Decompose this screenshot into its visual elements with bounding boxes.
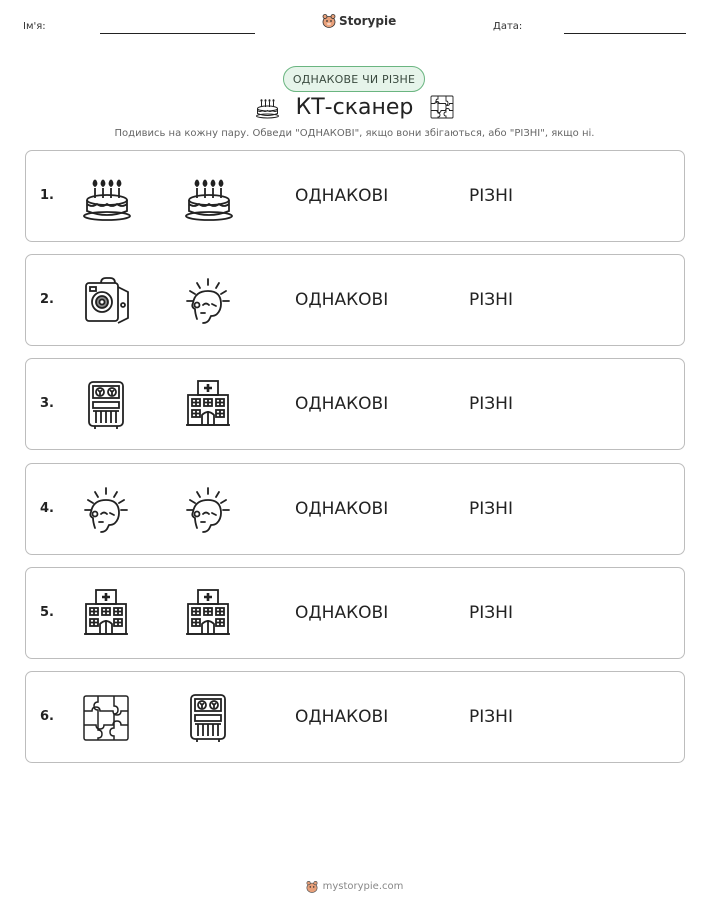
mascot-icon [306, 880, 318, 893]
hospital-icon [183, 379, 233, 431]
different-option[interactable]: РІЗНІ [469, 603, 513, 623]
same-option[interactable]: ОДНАКОВІ [295, 186, 389, 206]
pair-row [25, 671, 685, 763]
hospital-icon [183, 588, 233, 640]
cake-icon [81, 171, 131, 223]
pair-row [25, 463, 685, 555]
pair-row [25, 567, 685, 659]
row-number: 6. [40, 709, 54, 724]
date-line[interactable] [564, 33, 686, 34]
name-label: Ім'я: [23, 21, 46, 32]
same-option[interactable]: ОДНАКОВІ [295, 290, 389, 310]
storypie-logo [322, 13, 396, 28]
pair-row [25, 358, 685, 450]
cake-icon [254, 94, 280, 120]
headache-icon [183, 484, 233, 536]
name-line[interactable] [100, 33, 255, 34]
same-option[interactable]: ОДНАКОВІ [295, 603, 389, 623]
mascot-icon [322, 13, 336, 28]
different-option[interactable]: РІЗНІ [469, 499, 513, 519]
same-option[interactable]: ОДНАКОВІ [295, 394, 389, 414]
title-row [0, 90, 709, 124]
page-title: КТ-сканер [295, 94, 414, 120]
puzzle-icon [81, 692, 131, 744]
footer-link[interactable]: mystorypie.com [322, 881, 404, 892]
puzzle-icon [429, 94, 455, 120]
row-number: 2. [40, 292, 54, 307]
ct-scanner-icon [183, 692, 233, 744]
pair-row [25, 254, 685, 346]
instructions: Подивись на кожну пару. Обведи "ОДНАКОВІ", якщо вони збігаються, або "РІЗНІ", якщо ні. [114, 128, 595, 139]
camera-icon [81, 275, 131, 327]
different-option[interactable]: РІЗНІ [469, 290, 513, 310]
cake-icon [183, 171, 233, 223]
ct-scanner-icon [81, 379, 131, 431]
pair-row [25, 150, 685, 242]
different-option[interactable]: РІЗНІ [469, 186, 513, 206]
different-option[interactable]: РІЗНІ [469, 707, 513, 727]
category-badge: ОДНАКОВЕ ЧИ РІЗНЕ [283, 66, 425, 92]
same-option[interactable]: ОДНАКОВІ [295, 707, 389, 727]
hospital-icon [81, 588, 131, 640]
footer [0, 880, 709, 893]
headache-icon [81, 484, 131, 536]
row-number: 4. [40, 501, 54, 516]
headache-icon [183, 275, 233, 327]
date-label: Дата: [493, 21, 523, 32]
logo-text: Storypie [339, 13, 397, 28]
row-number: 5. [40, 605, 54, 620]
different-option[interactable]: РІЗНІ [469, 394, 513, 414]
row-number: 1. [40, 188, 54, 203]
same-option[interactable]: ОДНАКОВІ [295, 499, 389, 519]
row-number: 3. [40, 396, 54, 411]
